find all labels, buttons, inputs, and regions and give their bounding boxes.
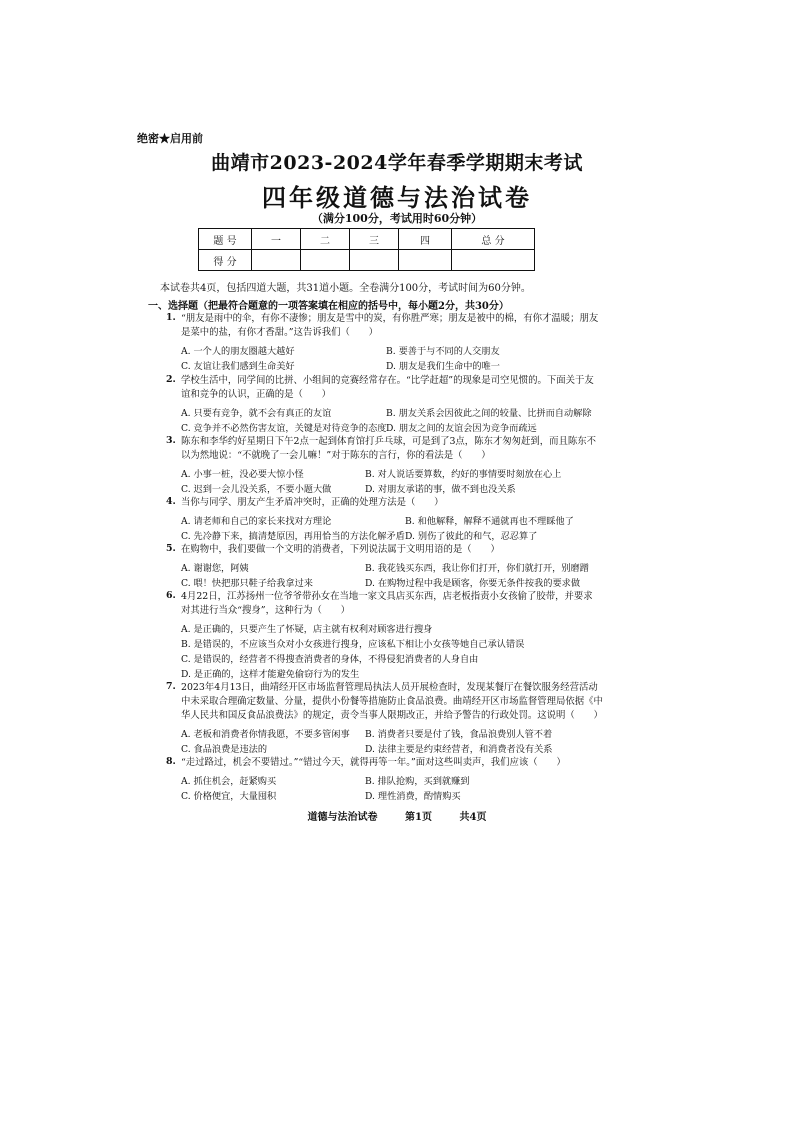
exam-title: 曲靖市2023-2024学年春季学期期末考试	[211, 152, 583, 174]
option-a[interactable]: A. 只要有竞争，就不会有真正的友谊	[181, 408, 332, 419]
score-cell: 二	[301, 229, 350, 250]
option-d[interactable]: D. 朋友之间的友谊会因为竞争而疏远	[386, 423, 537, 434]
question-number: 6.	[166, 590, 176, 601]
question-text: “朋友是雨中的伞，有你不凄惨；朋友是雪中的炭，有你胜严寒；朋友是被中的棉，有你才温暖；朋友	[181, 313, 599, 324]
score-blank[interactable]	[452, 250, 535, 271]
question-text: 2023年4月13日，曲靖经开区市场监督管理局执法人员开展检查时，发现某餐厅在餐饮服务经营活动	[181, 682, 598, 693]
question-text: 是菜中的盐，有你才香甜。”这告诉我们（ ）	[181, 327, 378, 338]
option-c[interactable]: C. 先冷静下来，搞清楚原因，再用恰当的方法化解矛盾	[181, 531, 405, 542]
question-number: 3.	[166, 435, 176, 446]
option-d[interactable]: D. 别伤了彼此的和气，忍忍算了	[405, 531, 538, 542]
option-d[interactable]: D. 对朋友承诺的事，做不到也没关系	[365, 484, 516, 495]
question-number: 8.	[166, 756, 176, 767]
page-footer	[0, 808, 794, 823]
question-text: 对其进行当众“搜身”，这种行为（ ）	[181, 605, 350, 616]
option-d[interactable]: D. 是正确的，这样才能避免偷窃行为的发生	[181, 669, 360, 680]
option-a[interactable]: A. 谢谢您，阿姨	[181, 563, 249, 574]
option-b[interactable]: B. 是错误的，不应该当众对小女孩进行搜身，应该私下相让小女孩等她自己承认错误	[181, 639, 525, 650]
question-number: 1.	[166, 312, 176, 323]
option-d[interactable]: D. 法律主要是约束经营者，和消费者没有关系	[365, 744, 553, 755]
option-a[interactable]: A. 抓住机会，赶紧购买	[181, 776, 277, 787]
option-b[interactable]: B. 要善于与不同的人交朋友	[386, 346, 500, 357]
option-b[interactable]: B. 对人说话要算数，约好的事情要时刻放在心上	[365, 469, 562, 480]
score-blank[interactable]	[399, 250, 452, 271]
score-blank[interactable]	[301, 250, 350, 271]
score-table-header-row	[199, 229, 535, 250]
secret-mark: 绝密★启用前	[137, 132, 203, 145]
score-table	[198, 228, 535, 271]
option-a[interactable]: A. 老板和消费者你情我愿，不要多管闲事	[181, 729, 350, 740]
option-d[interactable]: D. 朋友是我们生命中的唯一	[386, 361, 500, 372]
score-cell: 得 分	[199, 250, 252, 271]
question-text: 中未采取合理确定数量、分量，提供小份餐等措施防止食品浪费。曲靖经开区市场监督管理局依据《中	[181, 696, 603, 707]
option-b[interactable]: B. 我花钱买东西，我让你们打开，你们就打开，别磨蹭	[365, 563, 589, 574]
exam-subtitle: 四年级道德与法治试卷	[262, 183, 532, 212]
score-blank[interactable]	[350, 250, 399, 271]
option-b[interactable]: B. 消费者只要是付了钱，食品浪费别人管不着	[365, 729, 553, 740]
question-text: 谊和竞争的认识，正确的是（ ）	[181, 389, 332, 400]
option-c[interactable]: C. 是错误的，经营者不得搜查消费者的身体，不得侵犯消费者的人身自由	[181, 654, 479, 665]
option-d[interactable]: D. 理性消费，酌情购买	[365, 791, 461, 802]
option-a[interactable]: A. 一个人的朋友圈越大越好	[181, 346, 295, 357]
option-c[interactable]: C. 喂！快把那只鞋子给我拿过来	[181, 578, 313, 589]
option-d[interactable]: D. 在购物过程中我是顾客，你要无条件按我的要求做	[365, 578, 581, 589]
footer-page-total: 共4页	[459, 812, 487, 823]
score-cell: 总 分	[452, 229, 535, 250]
score-cell: 三	[350, 229, 399, 250]
option-c[interactable]: C. 友谊让我们感到生命美好	[181, 361, 295, 372]
option-c[interactable]: C. 迟到一会儿没关系，不要小题大做	[181, 484, 332, 495]
footer-subject: 道德与法治试卷	[307, 812, 378, 823]
option-a[interactable]: A. 请老师和自己的家长来找对方理论	[181, 516, 332, 527]
question-number: 4.	[166, 496, 176, 507]
option-b[interactable]: B. 朋友关系会因彼此之间的较量、比拼而自动解除	[386, 408, 592, 419]
option-b[interactable]: B. 和他解释，解释不通就再也不理睬他了	[405, 516, 574, 527]
question-text: 4月22日，江苏扬州一位爷爷带孙女在当地一家文具店买东西，店老板指责小女孩偷了胶带，并要求	[181, 591, 593, 602]
question-number: 2.	[166, 374, 176, 385]
question-number: 7.	[166, 681, 176, 692]
question-text: 学校生活中，同学间的比拼、小组间的竞赛经常存在。“比学赶超”的现象是司空见惯的。下面关于友	[181, 375, 594, 386]
option-c[interactable]: C. 竞争并不必然伤害友谊，关键是对待竞争的态度	[181, 423, 387, 434]
question-text: 在购物中，我们要做一个文明的消费者，下列说法属于文明用语的是（ ）	[181, 544, 500, 555]
score-cell: 四	[399, 229, 452, 250]
question-number: 5.	[166, 543, 176, 554]
question-text: 华人民共和国反食品浪费法》的规定，责令当事人限期改正，并给予警告的行政处罚。这说明（ ）	[181, 710, 603, 721]
score-table-value-row	[199, 250, 535, 271]
footer-page-number: 第1页	[405, 812, 432, 823]
option-c[interactable]: C. 食品浪费是违法的	[181, 744, 268, 755]
option-a[interactable]: A. 小事一桩，没必要大惊小怪	[181, 469, 304, 480]
section-heading: 一、选择题（把最符合题意的一项答案填在相应的括号中，每小题2分，共30分）	[148, 301, 509, 312]
option-c[interactable]: C. 价格便宜，大量囤积	[181, 791, 277, 802]
score-cell: 题 号	[199, 229, 252, 250]
option-a[interactable]: A. 是正确的，只要产生了怀疑，店主就有权利对顾客进行搜身	[181, 624, 433, 635]
question-text: 当你与同学、朋友产生矛盾冲突时，正确的处理方法是（ ）	[181, 497, 444, 508]
score-time-note: （满分100分，考试用时60分钟）	[311, 212, 483, 225]
exam-instructions: 本试卷共4页，包括四道大题，共31道小题。全卷满分100分，考试时间为60分钟。	[160, 283, 531, 294]
question-text: “走过路过，机会不要错过。”“错过今天，就得再等一年。”面对这些叫卖声，我们应该（ ）	[181, 757, 566, 768]
score-blank[interactable]	[252, 250, 301, 271]
question-text: 以为然地说：“不就晚了一会儿嘛！”对于陈东的言行，你的看法是（ ）	[181, 450, 491, 461]
option-b[interactable]: B. 排队抢购，买到就赚到	[365, 776, 470, 787]
score-cell: 一	[252, 229, 301, 250]
question-text: 陈东和李华约好星期日下午2点一起到体育馆打乒乓球，可是到了3点，陈东才匆匆赶到，而且陈东不	[181, 436, 597, 447]
